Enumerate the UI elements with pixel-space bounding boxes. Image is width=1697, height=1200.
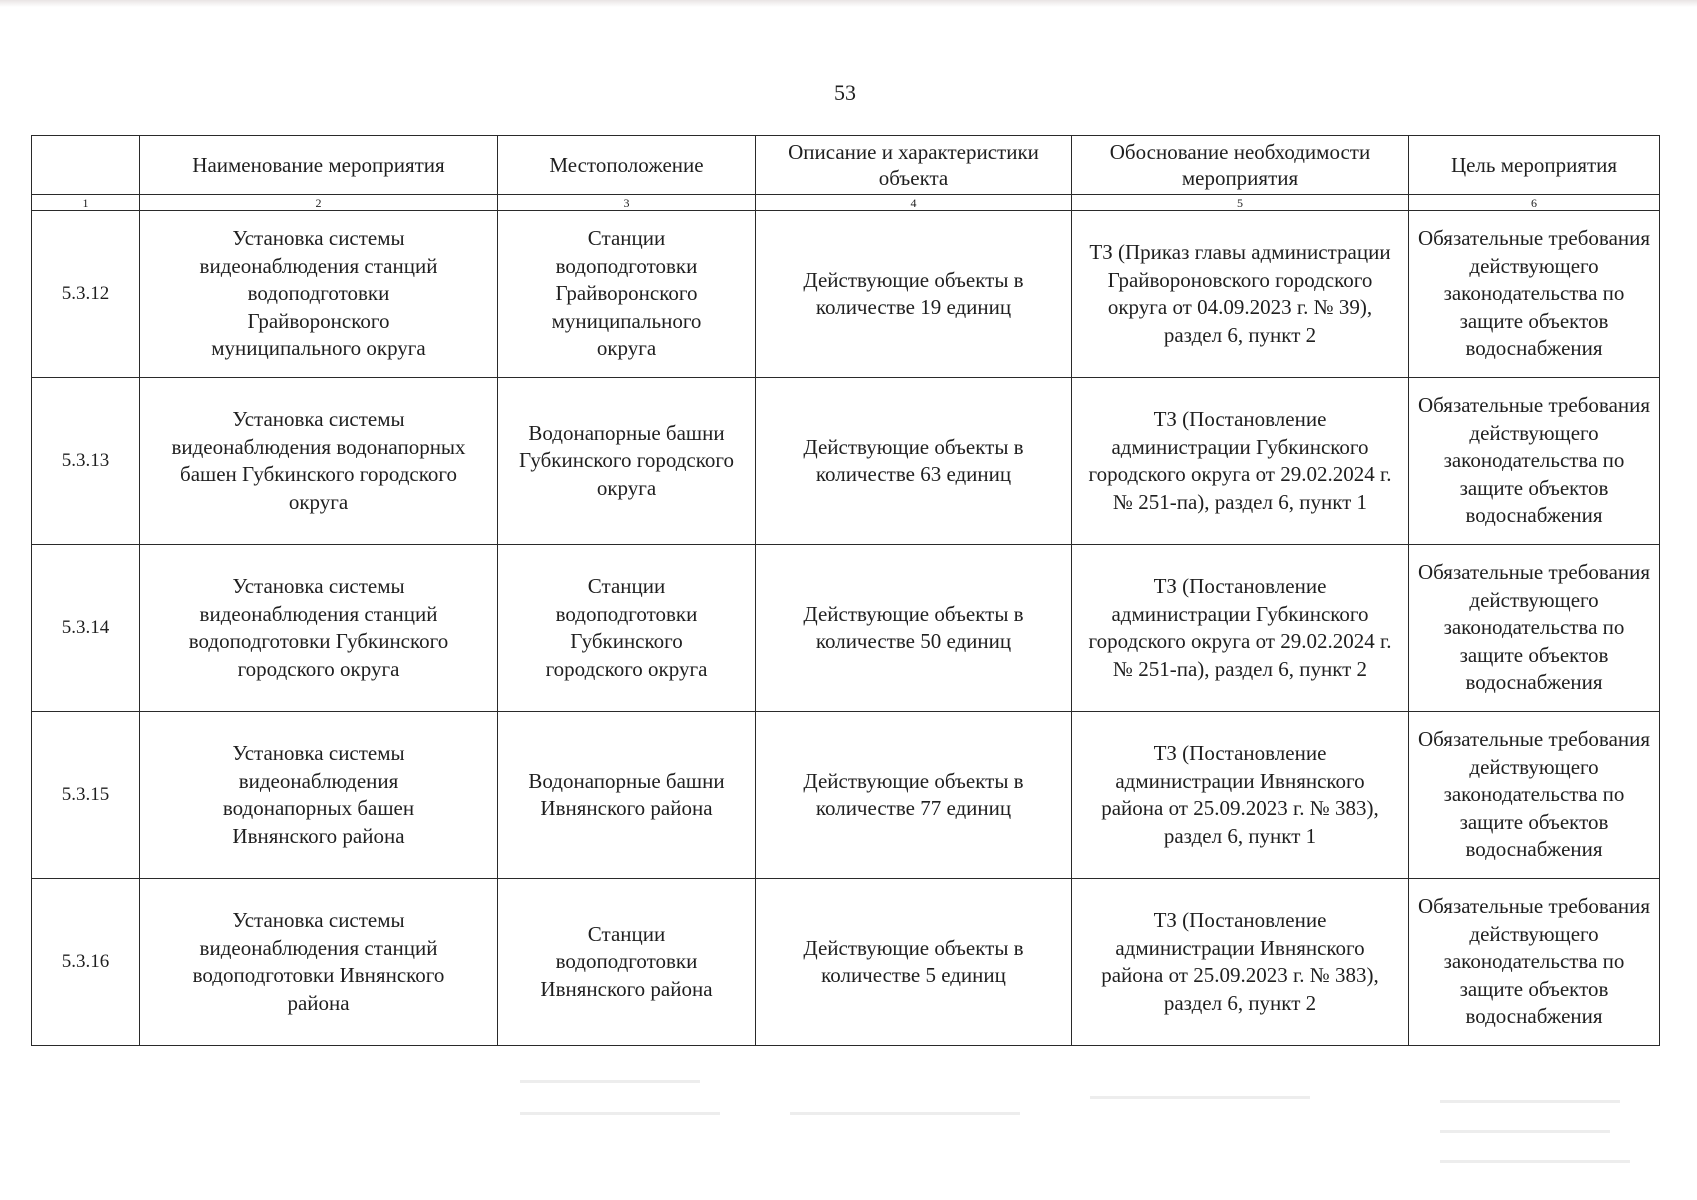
scan-top-edge (0, 0, 1697, 7)
measure-description: Действующие объекты в количестве 50 единиц (756, 545, 1072, 712)
measure-goal: Обязательные требования действующего законодательства по защите объектов водоснабжения (1409, 211, 1660, 378)
measure-name: Установка системы видеонаблюдения станций водоподготовки Губкинского городского округа (140, 545, 498, 712)
page-number: 53 (834, 80, 856, 105)
column-number: 5 (1072, 195, 1409, 211)
measure-justification: ТЗ (Приказ главы администрации Грайвороновского городского округа от 04.09.2023 г. № 39), раздел 6, пункт 2 (1072, 211, 1409, 378)
measure-location: Водонапорные башни Ивнянского района (498, 712, 756, 879)
measure-code: 5.3.14 (32, 545, 140, 712)
measure-description: Действующие объекты в количестве 5 единиц (756, 879, 1072, 1046)
measure-code: 5.3.15 (32, 712, 140, 879)
bleed-through-mark (1090, 1096, 1310, 1099)
measure-justification: ТЗ (Постановление администрации Ивнянского района от 25.09.2023 г. № 383), раздел 6, пункт 2 (1072, 879, 1409, 1046)
table-row (32, 545, 1660, 712)
measure-justification: ТЗ (Постановление администрации Губкинского городского округа от 29.02.2024 г. № 251-па), раздел 6, пункт 1 (1072, 378, 1409, 545)
measure-name: Установка системы видеонаблюдения водонапорных башен Ивнянского района (140, 712, 498, 879)
measure-location: Станции водоподготовки Грайворонского муниципального округа (498, 211, 756, 378)
table-row (32, 378, 1660, 545)
header-goal: Цель мероприятия (1409, 136, 1660, 195)
table-row (32, 879, 1660, 1046)
column-number: 3 (498, 195, 756, 211)
measure-goal: Обязательные требования действующего законодательства по защите объектов водоснабжения (1409, 712, 1660, 879)
measure-code: 5.3.12 (32, 211, 140, 378)
measure-name: Установка системы видеонаблюдения водонапорных башен Губкинского городского округа (140, 378, 498, 545)
bleed-through-mark (1440, 1130, 1610, 1133)
measure-goal: Обязательные требования действующего законодательства по защите объектов водоснабжения (1409, 378, 1660, 545)
measure-location: Станции водоподготовки Ивнянского района (498, 879, 756, 1046)
column-number: 1 (32, 195, 140, 211)
bleed-through-mark (1440, 1100, 1620, 1103)
measure-justification: ТЗ (Постановление администрации Ивнянского района от 25.09.2023 г. № 383), раздел 6, пункт 1 (1072, 712, 1409, 879)
measure-description: Действующие объекты в количестве 77 единиц (756, 712, 1072, 879)
header-justification: Обоснование необходимости мероприятия (1072, 136, 1409, 195)
bleed-through-mark (520, 1080, 700, 1083)
measure-code: 5.3.16 (32, 879, 140, 1046)
table-header-row (32, 136, 1660, 195)
measure-description: Действующие объекты в количестве 63 единиц (756, 378, 1072, 545)
bleed-through-mark (1440, 1160, 1630, 1163)
column-number: 6 (1409, 195, 1660, 211)
measure-goal: Обязательные требования действующего законодательства по защите объектов водоснабжения (1409, 545, 1660, 712)
column-number: 2 (140, 195, 498, 211)
measure-goal: Обязательные требования действующего законодательства по защите объектов водоснабжения (1409, 879, 1660, 1046)
measure-name: Установка системы видеонаблюдения станций водоподготовки Грайворонского муниципального округа (140, 211, 498, 378)
bleed-through-mark (520, 1112, 720, 1115)
header-description: Описание и характеристики объекта (756, 136, 1072, 195)
measure-location: Водонапорные башни Губкинского городского округа (498, 378, 756, 545)
table-row (32, 211, 1660, 378)
header-code (32, 136, 140, 195)
header-name: Наименование мероприятия (140, 136, 498, 195)
header-location: Местоположение (498, 136, 756, 195)
column-number-row (32, 195, 1660, 211)
measure-description: Действующие объекты в количестве 19 единиц (756, 211, 1072, 378)
measure-justification: ТЗ (Постановление администрации Губкинского городского округа от 29.02.2024 г. № 251-па), раздел 6, пункт 2 (1072, 545, 1409, 712)
measure-location: Станции водоподготовки Губкинского городского округа (498, 545, 756, 712)
column-number: 4 (756, 195, 1072, 211)
table-row (32, 712, 1660, 879)
bleed-through-mark (790, 1112, 1020, 1115)
measure-code: 5.3.13 (32, 378, 140, 545)
measure-name: Установка системы видеонаблюдения станций водоподготовки Ивнянского района (140, 879, 498, 1046)
measures-table (31, 135, 1660, 1046)
